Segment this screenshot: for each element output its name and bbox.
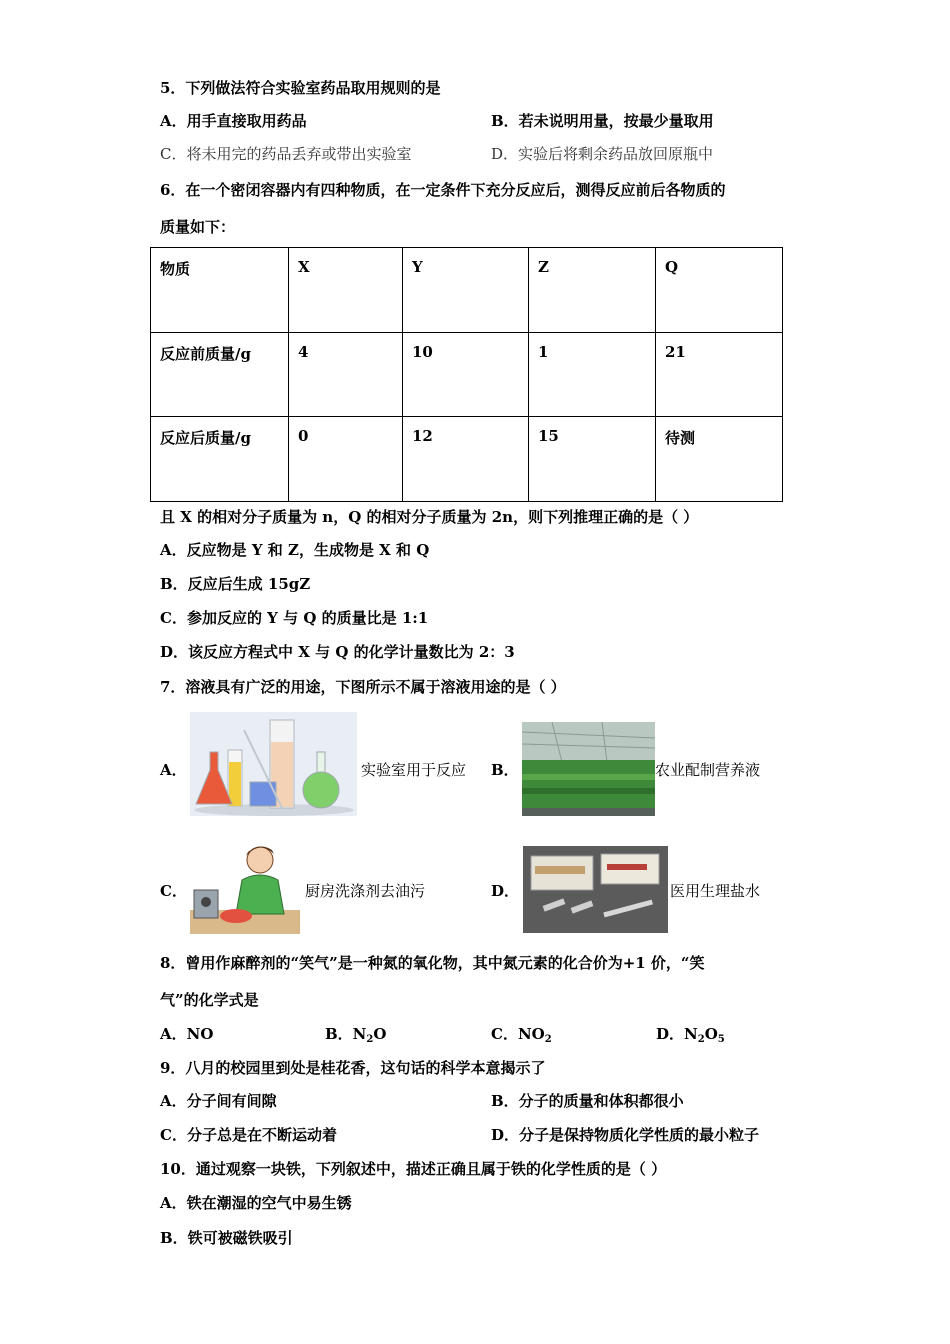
table-row — [151, 332, 783, 417]
table-cell: Q — [656, 248, 783, 333]
greenhouse-image — [522, 722, 655, 816]
q10-stem: 10．通过观察一块铁，下列叙述中，描述正确且属于铁的化学性质的是（ ） — [160, 1160, 667, 1178]
q8-option-b — [325, 1024, 386, 1050]
q6-option-d: D．该反应方程式中 X 与 Q 的化学计量数比为 2：3 — [160, 643, 515, 661]
q8-stem-line2: 气”的化学式是 — [160, 991, 259, 1009]
q6-stem-line2: 质量如下： — [160, 218, 236, 236]
q6-stem-line1: 6．在一个密闭容器内有四种物质，在一定条件下充分反应后，测得反应前后各物质的 — [160, 181, 726, 199]
table-cell: 12 — [403, 417, 529, 502]
q5-option-b: B．若未说明用量，按最少量取用 — [491, 112, 714, 130]
q9-option-b: B．分子的质量和体积都很小 — [491, 1092, 684, 1110]
table-cell: 物质 — [151, 248, 289, 333]
q8-option-b-sub: 2 — [366, 1034, 374, 1045]
table-cell: 1 — [529, 332, 656, 417]
q8-option-b-pre: B．N — [325, 1025, 367, 1043]
table-cell: Y — [403, 248, 529, 333]
table-cell: Z — [529, 248, 656, 333]
q6-stem-line3: 且 X 的相对分子质量为 n，Q 的相对分子质量为 2n，则下列推理正确的是（ ） — [160, 508, 699, 526]
table-cell: 4 — [289, 332, 403, 417]
q5-option-c: C．将未用完的药品丢弃或带出实验室 — [160, 145, 412, 163]
saline-product-image — [523, 846, 668, 933]
q5-stem: 5．下列做法符合实验室药品取用规则的是 — [160, 79, 441, 97]
q9-option-d: D．分子是保持物质化学性质的最小粒子 — [491, 1126, 760, 1144]
q7-option-a-label: A． — [160, 761, 187, 779]
q8-stem-line1: 8．曾用作麻醉剂的“笑气”是一种氮的氧化物，其中氮元素的化合价为+1 价，“笑 — [160, 954, 705, 972]
q6-option-c: C．参加反应的 Y 与 Q 的质量比是 1:1 — [160, 609, 429, 627]
table-cell: 反应后质量/g — [151, 417, 289, 502]
q7-option-d-caption: 医用生理盐水 — [670, 882, 761, 900]
q7-option-b-label: B． — [491, 761, 519, 779]
q7-option-b-caption: 农业配制营养液 — [655, 761, 761, 779]
q6-option-b: B．反应后生成 15gZ — [160, 575, 311, 593]
table-cell: 待测 — [656, 417, 783, 502]
q8-option-b-post: O — [373, 1025, 387, 1043]
table-cell: 10 — [403, 332, 529, 417]
q7-option-c-caption: 厨房洗涤剂去油污 — [305, 882, 426, 900]
table-cell: 反应前质量/g — [151, 332, 289, 417]
mass-table — [150, 247, 783, 502]
q8-option-c-pre: C．NO — [491, 1025, 545, 1043]
q10-option-a: A．铁在潮湿的空气中易生锈 — [160, 1194, 352, 1212]
q7-stem: 7．溶液具有广泛的用途，下图所示不属于溶液用途的是（ ） — [160, 678, 566, 696]
q8-option-c — [491, 1024, 552, 1050]
table-cell: X — [289, 248, 403, 333]
q7-option-c-label: C． — [160, 882, 187, 900]
table-row — [151, 417, 783, 502]
q9-option-a: A．分子间有间隙 — [160, 1092, 277, 1110]
q7-option-d-label: D． — [491, 882, 520, 900]
table-cell: 15 — [529, 417, 656, 502]
q8-option-a: A．NO — [160, 1025, 214, 1043]
q9-stem: 9．八月的校园里到处是桂花香，这句话的科学本意揭示了 — [160, 1059, 546, 1077]
q7-option-a-caption: 实验室用于反应 — [361, 761, 467, 779]
q10-option-b: B．铁可被磁铁吸引 — [160, 1229, 293, 1247]
q8-option-d — [656, 1024, 725, 1050]
q9-option-c: C．分子总是在不断运动着 — [160, 1126, 337, 1144]
q8-option-d-sub1: 2 — [697, 1034, 705, 1045]
table-cell: 21 — [656, 332, 783, 417]
table-cell: 0 — [289, 417, 403, 502]
lab-glassware-image — [190, 712, 357, 816]
table-header-row — [151, 248, 783, 333]
q8-option-d-sub2: 5 — [717, 1034, 725, 1045]
kitchen-washing-image — [190, 840, 300, 934]
q6-option-a: A．反应物是 Y 和 Z，生成物是 X 和 Q — [160, 541, 430, 559]
q5-option-a: A．用手直接取用药品 — [160, 112, 307, 130]
q8-option-d-mid: O — [704, 1025, 718, 1043]
q8-option-c-sub: 2 — [544, 1034, 552, 1045]
q5-option-d: D．实验后将剩余药品放回原瓶中 — [491, 145, 714, 163]
q8-option-d-pre: D．N — [656, 1025, 698, 1043]
